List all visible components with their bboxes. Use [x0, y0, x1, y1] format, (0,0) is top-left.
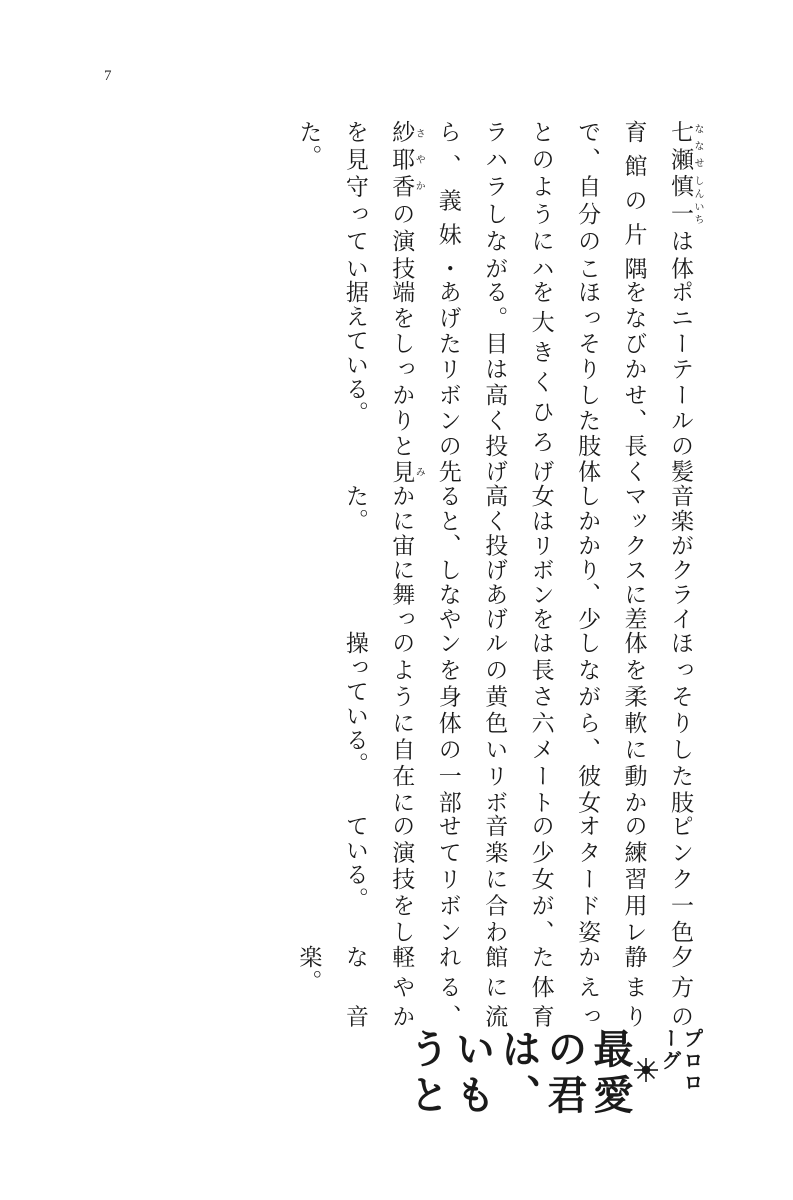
paragraph: [285, 945, 703, 1028]
paragraph: [331, 484, 703, 631]
paragraph: [285, 120, 703, 280]
text-run: 音楽がクライマックスに差しかかり、少女はリボンを高く投げあげると、しなやかに宙に舞った。: [342, 483, 693, 631]
furigana: ななせ: [692, 120, 703, 172]
text-run: 夕方の静まりかえった体育館に流れる、軽やかな音楽。: [296, 944, 693, 1028]
text-run: ピンク一色の練習用レオタード姿の少女が、音楽に合わせてリボンの演技をしている。: [342, 814, 693, 945]
paragraph: [331, 280, 703, 484]
paragraph: [331, 814, 703, 944]
paragraph: [331, 631, 703, 815]
chapter-title: 最愛の君は、いもうと: [403, 1028, 633, 1120]
text-run: は体育館の片隅で、自分のことのようにハラハラしながら、義妹・: [435, 120, 693, 281]
star-ornament: [633, 1057, 659, 1083]
furigana: さやか: [413, 120, 425, 199]
page-number: 7: [104, 68, 112, 84]
furigana: しんいち: [692, 174, 703, 226]
furigana: み: [413, 459, 425, 484]
text-run: の演技を見守っていた。: [296, 120, 415, 281]
ruby-text: 紗耶香 さやか: [389, 120, 425, 202]
ruby-text: 慎一 しんいち: [668, 174, 703, 229]
vertical-text-block: [70, 120, 703, 1120]
ruby-text: 見 み: [389, 459, 425, 484]
body-columns: [285, 120, 703, 1028]
chapter-label: プロローグ: [658, 1028, 704, 1094]
chapter-heading: [397, 1028, 703, 1120]
text-run: ほっそりした肢体を柔軟に動かしながら、彼女は長さ六メートルの黄色いリボンを身体の一部のように自在に操っている。: [342, 630, 693, 815]
text-run: ポニーテールの髪をなびかせ、長くほっそりした肢体を大きくひろげる。目は高く投げあげたリボンの先端をしっかりと: [389, 280, 693, 484]
text-run: 据えている。: [342, 280, 368, 426]
ruby-text: 七瀬 ななせ: [668, 120, 703, 175]
